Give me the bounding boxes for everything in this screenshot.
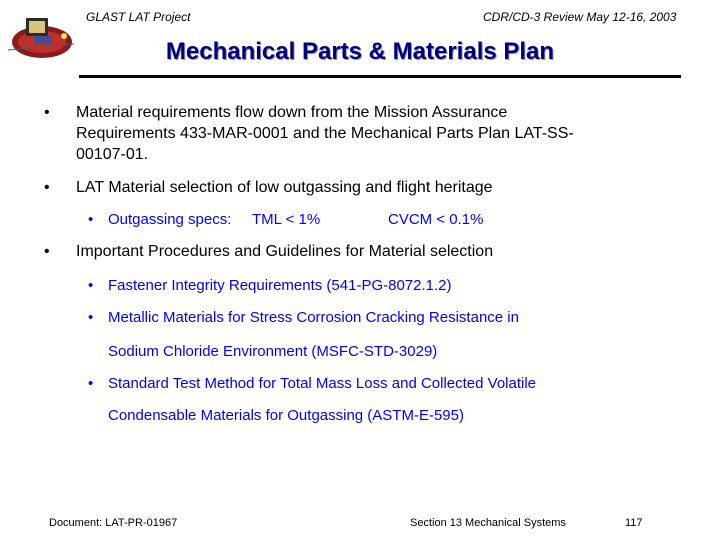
outgassing-cvcm: CVCM < 0.1%: [388, 211, 484, 228]
bullet-2-text: LAT Material selection of low outgassing and flight heritage: [76, 179, 493, 196]
bullet-3-text: Important Procedures and Guidelines for Material selection: [76, 243, 494, 260]
sub-standard-line-1: Standard Test Method for Total Mass Loss and Collected Volatile: [108, 375, 537, 392]
title-rule: [79, 75, 681, 78]
header-review: CDR/CD-3 Review May 12-16, 2003: [483, 10, 677, 24]
sub-bullet-dot: •: [88, 309, 94, 326]
header-project: GLAST LAT Project: [86, 10, 191, 24]
bullet-1-line-2: Requirements 433-MAR-0001 and the Mechanical Parts Plan LAT-SS-: [76, 125, 574, 142]
bullet-dot: •: [44, 243, 50, 260]
outgassing-label: Outgassing specs:: [108, 211, 232, 228]
sub-standard-line-2: Condensable Materials for Outgassing (ASTM-E-595): [108, 407, 464, 424]
sub-bullet-dot: •: [88, 277, 94, 294]
sub-metallic-line-1: Metallic Materials for Stress Corrosion Cracking Resistance in: [108, 309, 519, 326]
footer-document: Document: LAT-PR-01967: [49, 517, 178, 529]
bullet-dot: •: [44, 179, 50, 196]
bullet-dot: •: [44, 104, 50, 121]
footer-page-number: 117: [625, 517, 643, 529]
bullet-1-line-1: Material requirements flow down from the Mission Assurance: [76, 104, 508, 121]
bullet-1-line-3: 00107-01.: [76, 146, 149, 163]
outgassing-tml: TML < 1%: [252, 211, 321, 228]
page-title: Mechanical Parts & Materials Plan: [165, 38, 555, 65]
sub-bullet-dot: •: [88, 375, 94, 392]
sub-fastener: Fastener Integrity Requirements (541-PG-8072.1.2): [108, 277, 452, 294]
sub-metallic-line-2: Sodium Chloride Environment (MSFC-STD-3029): [108, 343, 438, 360]
sub-bullet-dot: •: [88, 211, 94, 228]
footer-section: Section 13 Mechanical Systems: [410, 517, 566, 529]
